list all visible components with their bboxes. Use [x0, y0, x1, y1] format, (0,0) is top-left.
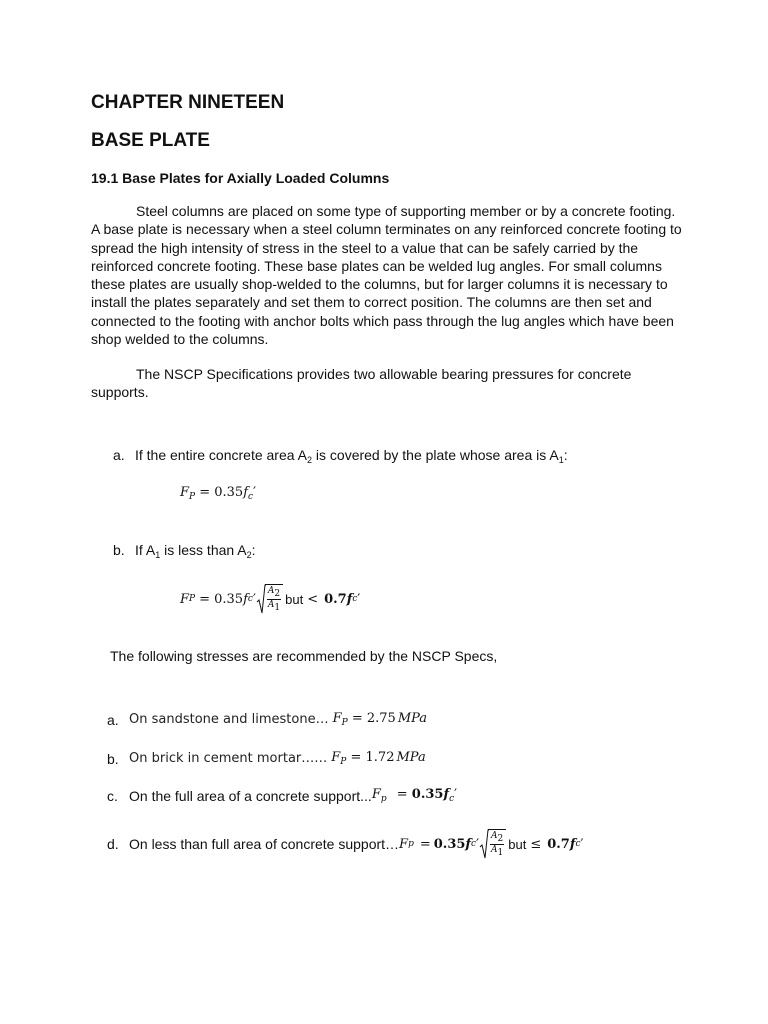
stress-item-c: c. On the full area of a concrete support... $F_p = 0.35f_c'$	[107, 787, 458, 804]
chapter-heading: CHAPTER NINETEEN	[91, 92, 285, 113]
stress-item-d: d. On less than full area of concrete support… F p = 0.35 f c ′ $\frac{A_2}{A_1}$ but ≤ 0.7 f c ′	[107, 831, 584, 858]
square-root	[479, 829, 506, 859]
paragraph-intro	[91, 202, 682, 348]
formula-case-a: $F_P = 0.35f_c'$	[180, 485, 257, 502]
case-a-text: a. If the entire concrete area $A_2$ is covered by the plate whose area is $A_1$:	[113, 447, 568, 465]
section-heading: 19.1 Base Plates for Axially Loaded Columns	[91, 170, 390, 186]
area-ratio-fraction: $\frac{A_2}{A_1}$	[488, 829, 506, 859]
paragraph-line: install the plates separately and set them to correct position. The columns are then set and	[91, 294, 652, 311]
paragraph-line: Steel columns are placed on some type of supporting member or by a concrete footing.	[136, 203, 676, 219]
paragraph-line: these plates are usually shop-welded to the columns, but for larger columns it is necessary to	[91, 276, 668, 293]
recommend-intro: The following stresses are recommended by the NSCP Specs,	[110, 648, 498, 664]
stress-item-b: b. On brick in cement mortar…… $F_P = 1.72$ MPa	[107, 750, 426, 767]
case-b-text: b. If $A_1$ is less than $A_2$:	[113, 542, 256, 560]
paragraph-line: supports.	[91, 384, 149, 401]
paragraph-line: connected to the footing with anchor bolts which pass through the lug angles which have been	[91, 312, 674, 329]
paragraph-line: The NSCP Specifications provides two allowable bearing pressures for concrete	[136, 366, 632, 382]
paragraph-line: reinforced concrete footing. These base plates can be welded lug angles. For small columns	[91, 257, 662, 274]
paragraph-nscp	[91, 365, 679, 402]
stress-item-a: a. On sandstone and limestone… $F_P = 2.75$ MPa	[107, 711, 428, 728]
formula-case-b: F P = 0.35 f c ′ $\frac{A_2}{A_1}$ but < 0.7 f c ′	[180, 586, 361, 613]
paragraph-line: spread the high intensity of stress in the steel to a value that can be safely carried by the	[91, 239, 639, 256]
paragraph-line: shop welded to the columns.	[91, 331, 269, 348]
paragraph-line: A base plate is necessary when a steel column terminates on any reinforced concrete footing to	[91, 221, 682, 238]
area-ratio-fraction: $\frac{A_2}{A_1}$	[265, 584, 283, 614]
square-root	[256, 584, 283, 614]
page-title: BASE PLATE	[91, 130, 210, 151]
